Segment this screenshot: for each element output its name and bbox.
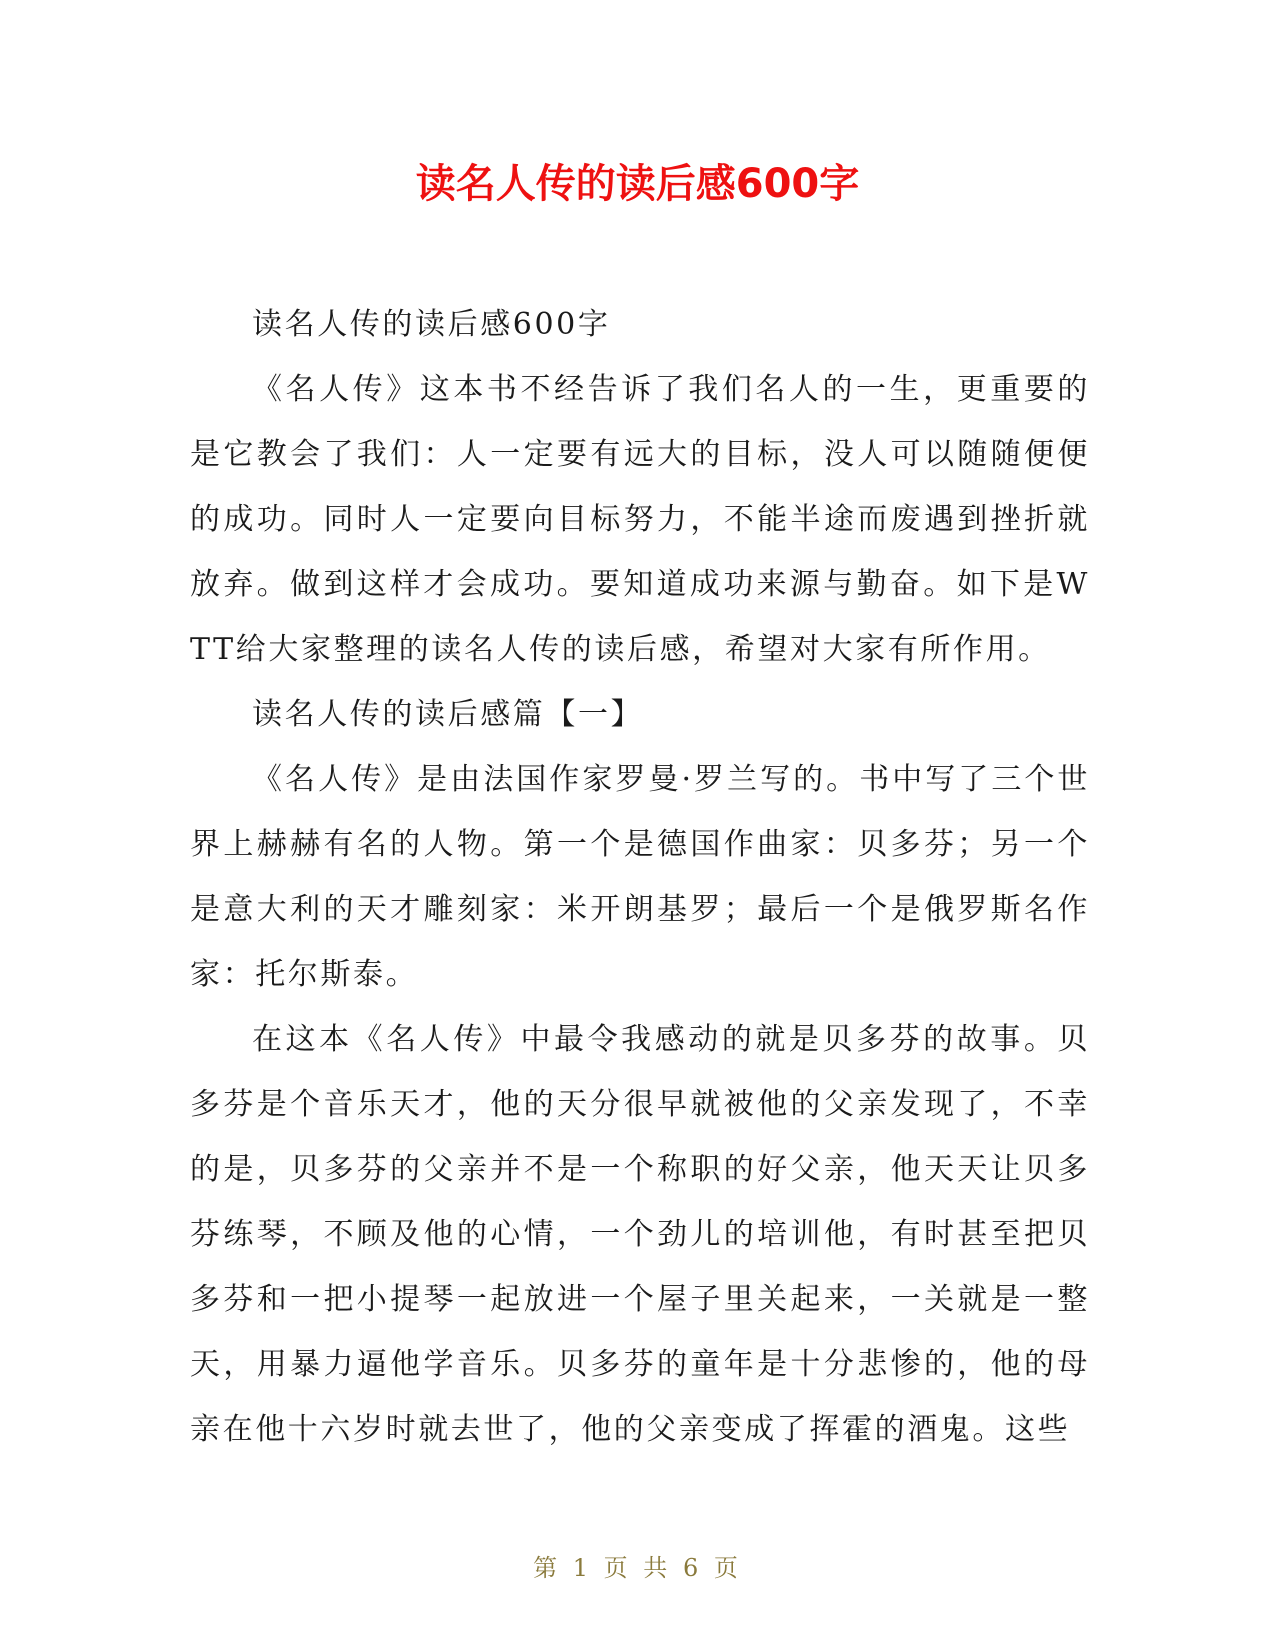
section-heading: 读名人传的读后感篇【一】 [252,697,644,732]
page-number: 第 1 页 共 6 页 [533,1554,742,1582]
paragraph-subtitle: 读名人传的读后感600字 [252,307,611,342]
paragraph-intro: 《名人传》这本书不经告诉了我们名人的一生，更重要的是它教会了我们：人一定要有远大的目标，没人可以随随便便的成功。同时人一定要向目标努力，不能半途而废遇到挫折就放弃。做到这样才会成功。要知道成功来源与勤奋。如下是WTT给大家整理的读名人传的读后感，希望对大家有所作用。 [190,372,1090,667]
document-body [190,292,1090,1462]
paragraph-book-summary: 《名人传》是由法国作家罗曼·罗兰写的。书中写了三个世界上赫赫有名的人物。第一个是德国作曲家：贝多芬；另一个是意大利的天才雕刻家：米开朗基罗；最后一个是俄罗斯名作家：托尔斯泰。 [190,762,1090,992]
paragraph-beethoven: 在这本《名人传》中最令我感动的就是贝多芬的故事。贝多芬是个音乐天才，他的天分很早就被他的父亲发现了，不幸的是，贝多芬的父亲并不是一个称职的好父亲，他天天让贝多芬练琴，不顾及他的心情，一个劲儿的培训他，有时甚至把贝多芬和一把小提琴一起放进一个屋子里关起来，一关就是一整天，用暴力逼他学音乐。贝多芬的童年是十分悲惨的，他的母亲在他十六岁时就去世了，他的父亲变成了挥霍的酒鬼。这些 [190,1022,1090,1447]
document-title: 读名人传的读后感600字 [415,161,860,207]
